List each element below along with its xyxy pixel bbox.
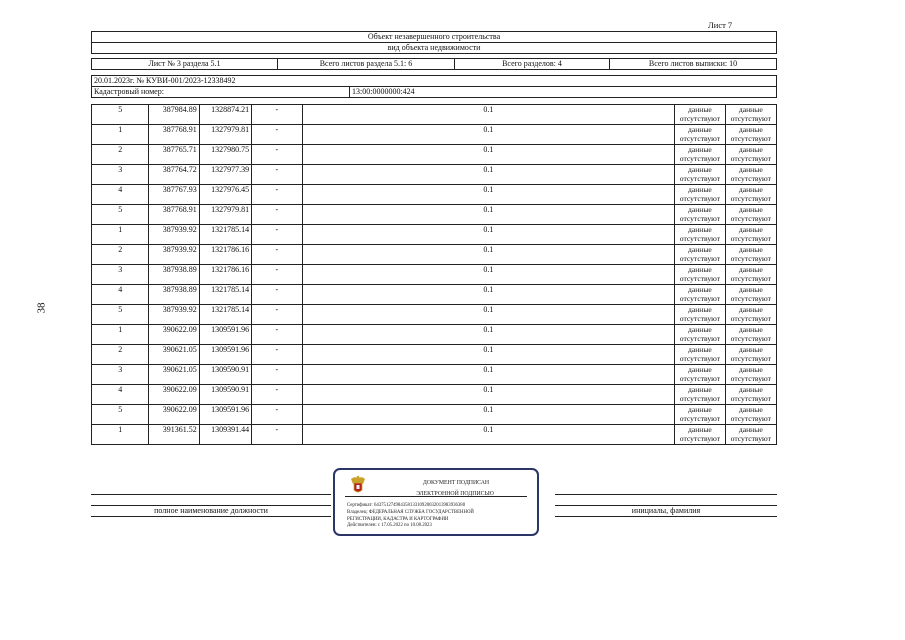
no-data-cell	[725, 325, 776, 345]
no-data-line-1: данные	[738, 405, 763, 414]
coord-y: 1309391.44	[199, 425, 251, 445]
no-data-cell	[675, 245, 725, 265]
total-sheets-section: Всего листов раздела 5.1: 6	[278, 59, 455, 70]
no-data-line-1: данные	[738, 245, 763, 254]
error: 0.1	[302, 385, 675, 405]
coord-x: 390621.05	[149, 345, 199, 365]
coat-of-arms-icon	[349, 475, 367, 495]
no-data-line-1: данные	[738, 165, 763, 174]
coord-y: 1327977.39	[199, 165, 251, 185]
coord-x: 387938.89	[149, 265, 199, 285]
coord-y: 1309590.91	[199, 385, 251, 405]
no-data-line-1: данные	[687, 265, 712, 274]
error: 0.1	[302, 145, 675, 165]
error: 0.1	[302, 405, 675, 425]
no-data-line-2: отсутствуют	[679, 274, 721, 283]
no-data-line-1: данные	[687, 285, 712, 294]
no-data-line-2: отсутствуют	[730, 434, 771, 443]
no-data-line-1: данные	[738, 365, 763, 374]
coord-y: 1321786.16	[199, 245, 251, 265]
cadastral-label: Кадастровый номер:	[92, 87, 350, 98]
point-number: 4	[92, 185, 149, 205]
point-number: 1	[92, 125, 149, 145]
total-sections: Всего разделов: 4	[455, 59, 610, 70]
method: -	[252, 265, 302, 285]
error: 0.1	[302, 225, 675, 245]
table-row	[92, 165, 777, 185]
no-data-line-2: отсутствуют	[679, 234, 721, 243]
point-number: 1	[92, 325, 149, 345]
no-data-line-1: данные	[738, 425, 763, 434]
error: 0.1	[302, 245, 675, 265]
table-row	[92, 225, 777, 245]
no-data-cell	[725, 165, 776, 185]
no-data-line-2: отсутствуют	[730, 234, 771, 243]
no-data-cell	[675, 145, 725, 165]
no-data-line-2: отсутствуют	[679, 354, 721, 363]
no-data-cell	[725, 245, 776, 265]
coord-x: 391361.52	[149, 425, 199, 445]
coord-y: 1327979.81	[199, 205, 251, 225]
point-number: 5	[92, 405, 149, 425]
no-data-cell	[725, 425, 776, 445]
no-data-line-1: данные	[687, 365, 712, 374]
error: 0.1	[302, 345, 675, 365]
no-data-line-1: данные	[687, 185, 712, 194]
no-data-line-1: данные	[687, 125, 712, 134]
error: 0.1	[302, 125, 675, 145]
no-data-cell	[675, 425, 725, 445]
no-data-cell	[675, 165, 725, 185]
page-number: 38	[35, 302, 48, 314]
no-data-cell	[725, 345, 776, 365]
cadastral-number: 13:00:0000000:424	[350, 87, 777, 98]
table-row	[92, 305, 777, 325]
method: -	[252, 125, 302, 145]
coord-x: 387768.91	[149, 125, 199, 145]
no-data-cell	[675, 185, 725, 205]
no-data-line-2: отсутствуют	[730, 294, 771, 303]
no-data-line-2: отсутствуют	[730, 134, 771, 143]
record-table	[91, 75, 777, 98]
error: 0.1	[302, 265, 675, 285]
point-number: 1	[92, 425, 149, 445]
no-data-line-2: отсутствуют	[679, 154, 721, 163]
object-type: Объект незавершенного строительства	[92, 32, 777, 43]
stamp-valid: Действителен: с 17.05.2022 по 10.08.2023	[347, 523, 432, 528]
no-data-line-2: отсутствуют	[730, 174, 771, 183]
no-data-line-1: данные	[687, 325, 712, 334]
coord-y: 1309591.96	[199, 405, 251, 425]
no-data-line-1: данные	[738, 265, 763, 274]
method: -	[252, 425, 302, 445]
coord-x: 387764.72	[149, 165, 199, 185]
no-data-cell	[675, 205, 725, 225]
table-row	[92, 405, 777, 425]
no-data-cell	[725, 105, 776, 125]
method: -	[252, 225, 302, 245]
table-row	[92, 425, 777, 445]
method: -	[252, 305, 302, 325]
no-data-cell	[675, 305, 725, 325]
stamp-owner: Владелец: ФЕДЕРАЛЬНАЯ СЛУЖБА ГОСУДАРСТВЕННОЙ	[347, 510, 474, 515]
position-field	[91, 495, 331, 506]
no-data-line-2: отсутствуют	[679, 334, 721, 343]
error: 0.1	[302, 205, 675, 225]
no-data-line-1: данные	[687, 305, 712, 314]
no-data-line-2: отсутствуют	[679, 394, 721, 403]
record-number: 20.01.2023г. № КУВИ-001/2023-12338492	[92, 76, 777, 87]
no-data-cell	[675, 325, 725, 345]
coord-y: 1327976.45	[199, 185, 251, 205]
no-data-line-1: данные	[738, 285, 763, 294]
no-data-line-1: данные	[687, 225, 712, 234]
no-data-cell	[675, 125, 725, 145]
no-data-cell	[725, 125, 776, 145]
no-data-cell	[725, 185, 776, 205]
coord-x: 387939.92	[149, 305, 199, 325]
table-row	[92, 185, 777, 205]
no-data-cell	[675, 265, 725, 285]
method: -	[252, 245, 302, 265]
no-data-line-1: данные	[687, 425, 712, 434]
no-data-cell	[675, 105, 725, 125]
name-caption: инициалы, фамилия	[555, 506, 777, 517]
no-data-line-1: данные	[738, 145, 763, 154]
error: 0.1	[302, 365, 675, 385]
no-data-cell	[725, 265, 776, 285]
table-row	[92, 385, 777, 405]
header-table	[91, 31, 777, 54]
stamp-certificate: Сертификат: 64375127498435813310920032013983936380	[347, 503, 466, 508]
stamp-title-1: ДОКУМЕНТ ПОДПИСАН	[422, 480, 490, 486]
no-data-cell	[675, 385, 725, 405]
no-data-cell	[725, 205, 776, 225]
coord-y: 1327979.81	[199, 125, 251, 145]
object-kind-caption: вид объекта недвижимости	[92, 43, 777, 54]
error: 0.1	[302, 285, 675, 305]
no-data-line-1: данные	[738, 205, 763, 214]
coord-y: 1321785.14	[199, 285, 251, 305]
no-data-line-2: отсутствуют	[679, 294, 721, 303]
coord-x: 390622.09	[149, 385, 199, 405]
no-data-line-1: данные	[687, 165, 712, 174]
error: 0.1	[302, 425, 675, 445]
table-row	[92, 145, 777, 165]
no-data-line-2: отсутствуют	[679, 374, 721, 383]
coord-x: 390622.09	[149, 325, 199, 345]
point-number: 1	[92, 225, 149, 245]
method: -	[252, 325, 302, 345]
no-data-line-1: данные	[687, 385, 712, 394]
error: 0.1	[302, 105, 675, 125]
coord-y: 1321786.16	[199, 265, 251, 285]
coord-x: 387767.93	[149, 185, 199, 205]
method: -	[252, 345, 302, 365]
method: -	[252, 205, 302, 225]
section-info-table	[91, 58, 777, 70]
coord-x: 390621.05	[149, 365, 199, 385]
stamp-owner-2: РЕГИСТРАЦИИ, КАДАСТРА И КАРТОГРАФИИ	[347, 517, 449, 522]
coord-x: 387984.89	[149, 105, 199, 125]
point-number: 2	[92, 145, 149, 165]
error: 0.1	[302, 165, 675, 185]
point-number: 2	[92, 345, 149, 365]
point-number: 2	[92, 245, 149, 265]
coord-x: 387938.89	[149, 285, 199, 305]
no-data-cell	[725, 385, 776, 405]
no-data-line-1: данные	[687, 105, 712, 114]
sheet-label: Лист 7	[708, 20, 733, 30]
table-row	[92, 365, 777, 385]
stamp-title-2: ЭЛЕКТРОННОЙ ПОДПИСЬЮ	[416, 491, 494, 497]
error: 0.1	[302, 305, 675, 325]
no-data-line-2: отсутствуют	[730, 414, 771, 423]
no-data-line-2: отсутствуют	[679, 174, 721, 183]
coord-y: 1328874.21	[199, 105, 251, 125]
coord-y: 1309591.96	[199, 325, 251, 345]
no-data-line-2: отсутствуют	[730, 214, 771, 223]
table-row	[92, 245, 777, 265]
coord-y: 1309590.91	[199, 365, 251, 385]
coord-x: 387939.92	[149, 225, 199, 245]
table-row	[92, 205, 777, 225]
e-signature-stamp	[333, 468, 539, 536]
no-data-line-2: отсутствуют	[730, 354, 771, 363]
no-data-line-1: данные	[687, 405, 712, 414]
no-data-line-1: данные	[738, 105, 763, 114]
table-row	[92, 265, 777, 285]
no-data-line-1: данные	[738, 225, 763, 234]
coord-x: 390622.09	[149, 405, 199, 425]
method: -	[252, 365, 302, 385]
total-sheets-extract: Всего листов выписки: 10	[610, 59, 777, 70]
method: -	[252, 385, 302, 405]
method: -	[252, 145, 302, 165]
name-field	[555, 495, 777, 506]
no-data-line-2: отсутствуют	[679, 214, 721, 223]
table-row	[92, 345, 777, 365]
no-data-line-2: отсутствуют	[679, 114, 721, 123]
point-number: 4	[92, 385, 149, 405]
no-data-cell	[725, 365, 776, 385]
point-number: 5	[92, 105, 149, 125]
method: -	[252, 105, 302, 125]
point-number: 3	[92, 365, 149, 385]
no-data-line-1: данные	[738, 385, 763, 394]
table-row	[92, 105, 777, 125]
method: -	[252, 405, 302, 425]
no-data-line-1: данные	[738, 185, 763, 194]
no-data-cell	[675, 285, 725, 305]
coord-y: 1327980.75	[199, 145, 251, 165]
point-number: 5	[92, 305, 149, 325]
coord-y: 1321785.14	[199, 305, 251, 325]
no-data-line-1: данные	[738, 125, 763, 134]
method: -	[252, 185, 302, 205]
point-number: 5	[92, 205, 149, 225]
coord-y: 1309591.96	[199, 345, 251, 365]
no-data-cell	[725, 285, 776, 305]
table-row	[92, 125, 777, 145]
no-data-line-2: отсутствуют	[730, 314, 771, 323]
no-data-line-1: данные	[738, 305, 763, 314]
no-data-line-2: отсутствуют	[679, 134, 721, 143]
no-data-line-2: отсутствуют	[730, 254, 771, 263]
method: -	[252, 165, 302, 185]
no-data-line-2: отсутствуют	[679, 414, 721, 423]
point-number: 3	[92, 265, 149, 285]
no-data-line-2: отсутствуют	[730, 154, 771, 163]
no-data-cell	[725, 305, 776, 325]
no-data-line-2: отсутствуют	[679, 314, 721, 323]
point-number: 3	[92, 165, 149, 185]
error: 0.1	[302, 325, 675, 345]
no-data-cell	[725, 145, 776, 165]
point-number: 4	[92, 285, 149, 305]
no-data-line-2: отсутствуют	[679, 434, 721, 443]
coord-y: 1321785.14	[199, 225, 251, 245]
coordinates-table	[91, 104, 777, 445]
error: 0.1	[302, 185, 675, 205]
no-data-cell	[725, 225, 776, 245]
no-data-cell	[675, 225, 725, 245]
no-data-line-1: данные	[687, 345, 712, 354]
sheet-of-section: Лист № 3 раздела 5.1	[92, 59, 278, 70]
no-data-line-1: данные	[687, 245, 712, 254]
no-data-line-2: отсутствуют	[730, 274, 771, 283]
no-data-line-1: данные	[738, 345, 763, 354]
no-data-cell	[675, 345, 725, 365]
no-data-line-1: данные	[687, 205, 712, 214]
table-row	[92, 325, 777, 345]
coord-x: 387939.92	[149, 245, 199, 265]
no-data-line-2: отсутствуют	[730, 334, 771, 343]
no-data-line-2: отсутствуют	[730, 114, 771, 123]
no-data-line-2: отсутствуют	[730, 194, 771, 203]
no-data-line-2: отсутствуют	[679, 254, 721, 263]
no-data-line-2: отсутствуют	[679, 194, 721, 203]
no-data-line-2: отсутствуют	[730, 374, 771, 383]
no-data-line-2: отсутствуют	[730, 394, 771, 403]
no-data-cell	[725, 405, 776, 425]
no-data-cell	[675, 405, 725, 425]
coord-x: 387768.91	[149, 205, 199, 225]
no-data-line-1: данные	[687, 145, 712, 154]
method: -	[252, 285, 302, 305]
no-data-cell	[675, 365, 725, 385]
no-data-line-1: данные	[738, 325, 763, 334]
table-row	[92, 285, 777, 305]
coord-x: 387765.71	[149, 145, 199, 165]
position-caption: полное наименование должности	[91, 506, 331, 517]
